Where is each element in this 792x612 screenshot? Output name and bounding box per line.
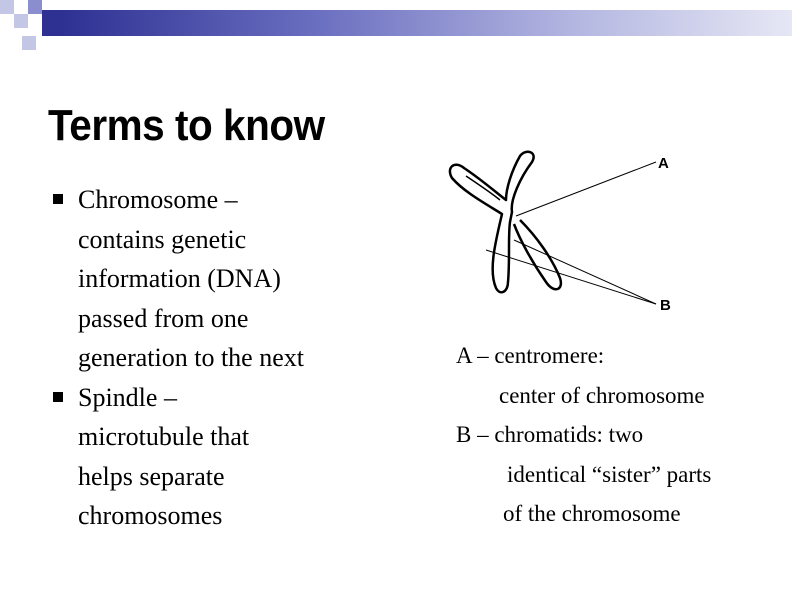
definition-line: helps separate (78, 461, 225, 491)
definition-line: information (DNA) (78, 264, 281, 293)
square-bullet-icon (53, 194, 63, 204)
definition-line: contains genetic (78, 224, 247, 254)
term-spindle: Spindle – (78, 382, 177, 412)
label-a: A (658, 155, 669, 172)
chromosome-diagram (440, 140, 700, 330)
legend-b-desc-2: of the chromosome (503, 501, 681, 526)
square-bullet-icon (53, 392, 63, 402)
diagram-legend (456, 336, 711, 534)
legend-a-desc: center of chromosome (499, 382, 705, 408)
term-chromosome: Chromosome – (78, 185, 238, 214)
legend-b-line: B – chromatids: two (456, 422, 644, 447)
bullet-spindle (46, 378, 386, 536)
legend-a-line: A – centromere: (456, 343, 605, 368)
definition-line: passed from one (78, 303, 249, 333)
definition-line: chromosomes (78, 501, 223, 530)
chromosome-shape (450, 152, 561, 293)
slide-title: Terms to know (48, 101, 325, 150)
definition-line: generation to the next (78, 343, 304, 372)
legend-b-desc: identical “sister” parts (507, 461, 712, 487)
bullet-chromosome (46, 180, 386, 378)
label-b: B (660, 297, 671, 314)
bullet-list (46, 180, 386, 536)
header-gradient-bar (62, 10, 792, 36)
definition-line: microtubule that (78, 422, 250, 451)
pointer-lines (486, 162, 656, 304)
